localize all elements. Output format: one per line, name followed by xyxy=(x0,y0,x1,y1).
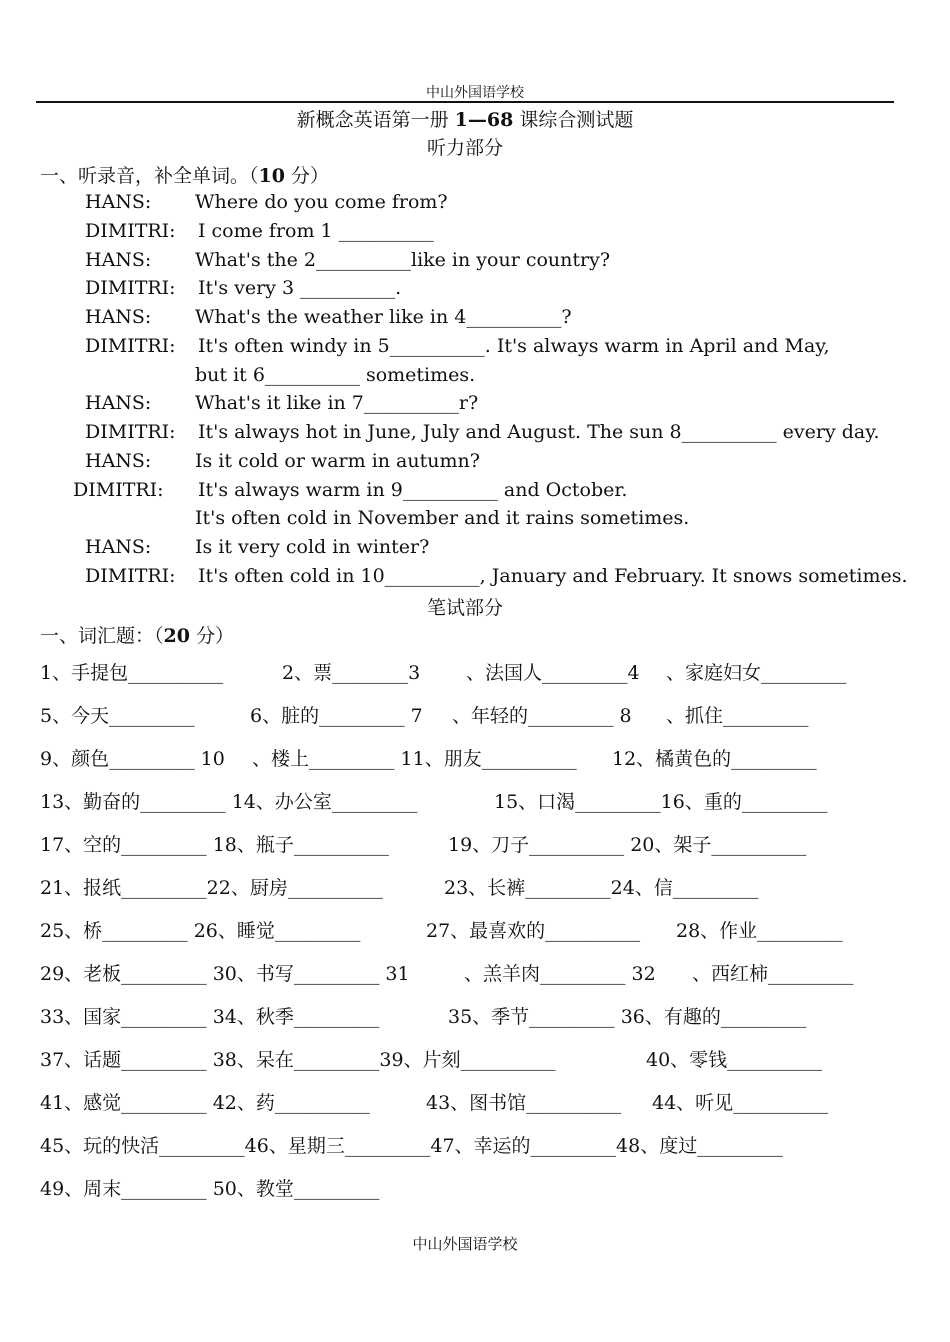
vocab-item: 44、听见__________ xyxy=(652,1092,829,1114)
vocab-item: 、年轻的_________ 8 xyxy=(452,705,632,727)
vocab-item: 33、国家_________ 34、秋季_________ xyxy=(40,1006,380,1028)
title-pre: 新概念英语第一册 xyxy=(296,109,455,131)
vocab-item: 、羔羊肉_________ 32 xyxy=(464,963,656,985)
vocab-item: 23、长裤_________24、信_________ xyxy=(444,877,759,899)
dialogue-speaker: HANS: xyxy=(85,536,152,558)
dialogue-speaker: DIMITRI: xyxy=(85,421,176,443)
vocab-item: 、法国人_________4 xyxy=(466,662,640,684)
dialogue-speaker: DIMITRI: xyxy=(85,335,176,357)
listening-q-post: 分） xyxy=(284,165,330,187)
vocab-item: 28、作业_________ xyxy=(676,920,843,942)
listening-heading: 听力部分 xyxy=(426,137,503,159)
listening-q-points: 10 xyxy=(258,165,285,187)
vocab-item: 40、零钱__________ xyxy=(646,1049,823,1071)
vocab-item: 19、刀子__________ 20、架子__________ xyxy=(448,834,807,856)
dialogue-speaker: HANS: xyxy=(85,450,152,472)
vocab-item: 6、脏的_________ 7 xyxy=(250,705,423,727)
dialogue-line: What's it like in 7__________r? xyxy=(195,392,479,414)
vocab-item: 29、老板_________ 30、书写_________ 31 xyxy=(40,963,410,985)
vocab-item: 15、口渴_________16、重的_________ xyxy=(494,791,828,813)
vocab-item: 9、颜色_________ 10 xyxy=(40,748,225,770)
vocab-item: 1、手提包__________ xyxy=(40,662,224,684)
title-lessons: 1—68 xyxy=(454,109,514,131)
dialogue-line: It's always hot in June, July and August. The sun 8__________ every day. xyxy=(198,421,880,443)
page-header: 中山外国语学校 xyxy=(426,85,524,101)
page-title xyxy=(0,105,930,132)
vocab-item: 2、票________3 xyxy=(282,662,421,684)
vocab-item: 41、感觉_________ 42、药__________ xyxy=(40,1092,370,1114)
vocab-item: 45、玩的快活_________46、星期三_________47、幸运的_________48、度过_________ xyxy=(40,1135,783,1157)
vocab-item: 、家庭妇女_________ xyxy=(666,662,847,684)
dialogue-line: Is it very cold in winter? xyxy=(195,536,430,558)
vocab-item: 27、最喜欢的__________ xyxy=(426,920,641,942)
vocab-item: 、抓住_________ xyxy=(666,705,809,727)
vocab-item: 21、报纸_________22、厨房__________ xyxy=(40,877,383,899)
dialogue-line: but it 6__________ sometimes. xyxy=(195,364,476,386)
vocab-item: 13、勤奋的_________ 14、办公室_________ xyxy=(40,791,418,813)
header-rule xyxy=(36,101,894,103)
vocab-item: 、西红柿_________ xyxy=(692,963,854,985)
vocab-item: 12、橘黄色的_________ xyxy=(612,748,817,770)
listening-question-heading xyxy=(40,161,329,188)
vocab-item: 49、周末_________ 50、教堂_________ xyxy=(40,1178,380,1200)
written-heading: 笔试部分 xyxy=(426,597,503,619)
dialogue-line: It's often windy in 5__________. It's always warm in April and May, xyxy=(198,335,830,357)
dialogue-line: It's often cold in November and it rains sometimes. xyxy=(195,507,690,529)
dialogue-line: What's the 2__________like in your country? xyxy=(195,249,611,271)
dialogue-speaker: DIMITRI: xyxy=(85,220,176,242)
dialogue-line: I come from 1 __________ xyxy=(198,220,434,242)
dialogue-line: It's often cold in 10__________, January and February. It snows sometimes. xyxy=(198,565,908,587)
vocab-item: 5、今天_________ xyxy=(40,705,195,727)
dialogue-line: What's the weather like in 4__________? xyxy=(195,306,572,328)
vocab-item: 37、话题_________ 38、呆在_________39、片刻__________ xyxy=(40,1049,556,1071)
dialogue-speaker: HANS: xyxy=(85,392,152,414)
dialogue-line: Where do you come from? xyxy=(195,191,448,213)
dialogue-speaker: HANS: xyxy=(85,306,152,328)
vocab-item: 、楼上_________ 11、朋友__________ xyxy=(252,748,577,770)
dialogue-line: Is it cold or warm in autumn? xyxy=(195,450,480,472)
vocab-item: 35、季节_________ 36、有趣的_________ xyxy=(448,1006,807,1028)
vocab-item: 17、空的_________ 18、瓶子__________ xyxy=(40,834,389,856)
vocab-question-heading xyxy=(40,621,234,648)
title-post: 课综合测试题 xyxy=(513,109,634,131)
dialogue-speaker: DIMITRI: xyxy=(85,277,176,299)
dialogue-speaker: HANS: xyxy=(85,191,152,213)
vocab-row xyxy=(40,1174,380,1240)
listening-q-pre: 一、听录音，补全单词。（ xyxy=(40,165,259,187)
page-footer: 中山外国语学校 xyxy=(412,1235,518,1253)
dialogue-speaker: DIMITRI: xyxy=(85,565,176,587)
dialogue-line: It's very 3 __________. xyxy=(198,277,402,299)
vocab-q-post: 分） xyxy=(189,625,235,647)
vocab-item: 25、桥_________ 26、睡觉_________ xyxy=(40,920,361,942)
vocab-item: 43、图书馆__________ xyxy=(426,1092,622,1114)
dialogue-line: It's always warm in 9__________ and October. xyxy=(198,479,628,501)
vocab-q-pre: 一、词汇题：（ xyxy=(40,625,164,647)
dialogue-speaker: DIMITRI: xyxy=(73,479,164,501)
dialogue-speaker: HANS: xyxy=(85,249,152,271)
vocab-q-points: 20 xyxy=(163,625,190,647)
